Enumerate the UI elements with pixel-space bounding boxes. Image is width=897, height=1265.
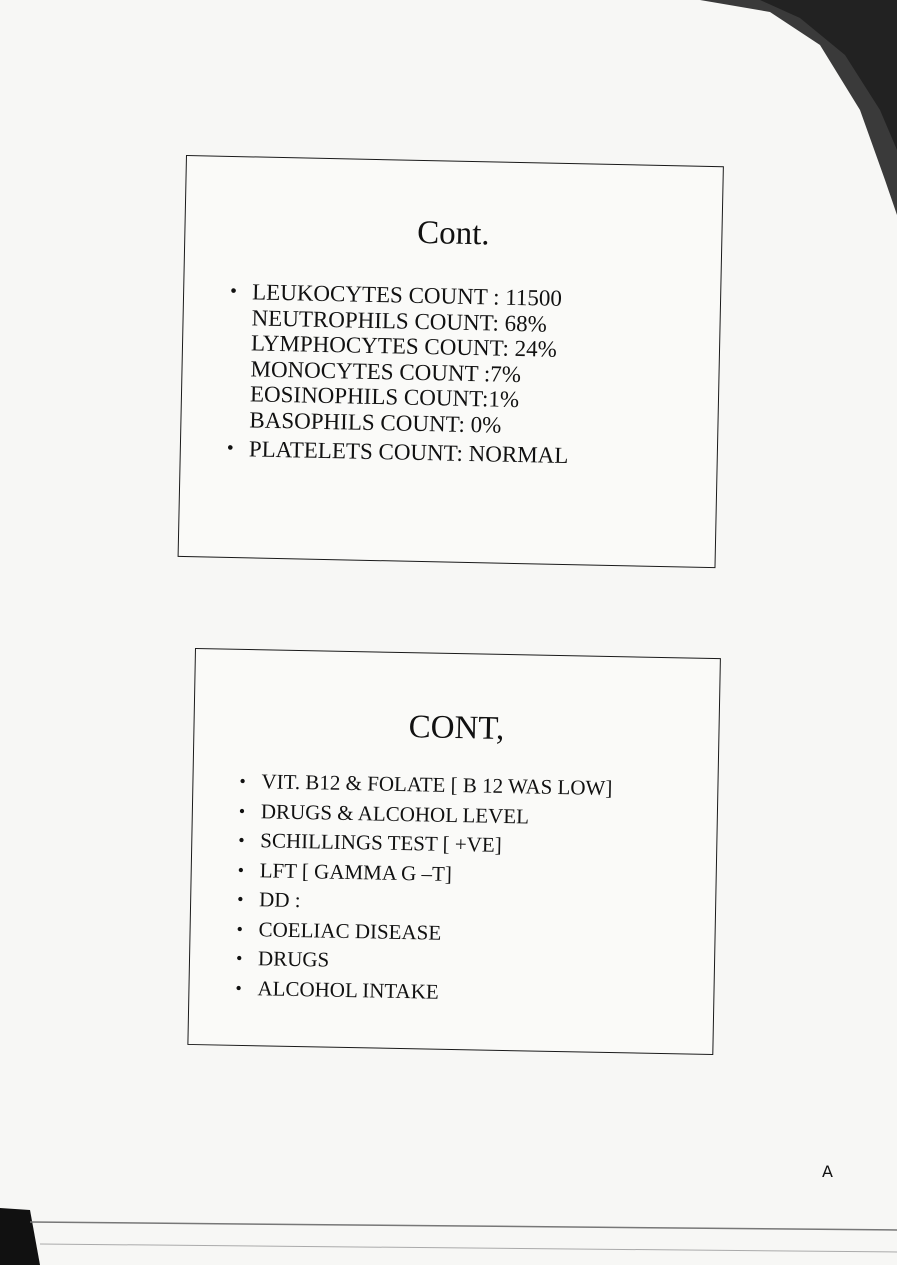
list-item-text: LFT [ GAMMA G –T] [259,857,453,886]
bullet-icon: • [235,977,242,998]
neutrophils-line: NEUTROPHILS COUNT: 68% [251,304,548,337]
lymphocytes-line: LYMPHOCYTES COUNT: 24% [250,330,558,362]
leukocytes-line: LEUKOCYTES COUNT : 11500 [251,279,563,311]
slide-2-bullet-list [233,767,612,1010]
page-mark: A [822,1162,833,1181]
bullet-icon: • [236,918,244,939]
bullet-icon: • [237,888,244,909]
list-item-text: ALCOHOL INTAKE [257,975,439,1004]
bullet-icon: • [238,829,245,850]
bullet-icon: • [237,859,245,880]
slide-1 [178,155,724,568]
monocytes-line: MONOCYTES COUNT :7% [250,355,522,387]
list-item-text: COELIAC DISEASE [258,916,442,945]
list-item-text: DRUGS & ALCOHOL LEVEL [260,798,530,828]
platelets-line: PLATELETS COUNT: NORMAL [248,436,569,469]
bullet-icon: • [239,770,246,791]
list-item-text: DD : [258,887,301,913]
slide-2 [187,648,721,1055]
list-item [233,973,608,1010]
list-item [225,436,569,469]
bullet-icon: • [235,947,243,968]
slide-1-bullet-list [225,279,572,469]
eosinophils-line: EOSINOPHILS COUNT:1% [249,381,520,413]
bullet-icon: • [238,800,246,821]
basophils-line: BASOPHILS COUNT: 0% [249,406,502,438]
list-item-text: SCHILLINGS TEST [ +VE] [260,828,502,857]
list-item-text: DRUGS [257,946,330,972]
slide-1-title: Cont. [416,214,490,253]
bullet-icon: • [229,280,238,303]
slide-2-title: CONT, [408,709,505,747]
bullet-icon: • [226,437,234,460]
list-item-text: VIT. B12 & FOLATE [ B 12 WAS LOW] [261,769,613,801]
